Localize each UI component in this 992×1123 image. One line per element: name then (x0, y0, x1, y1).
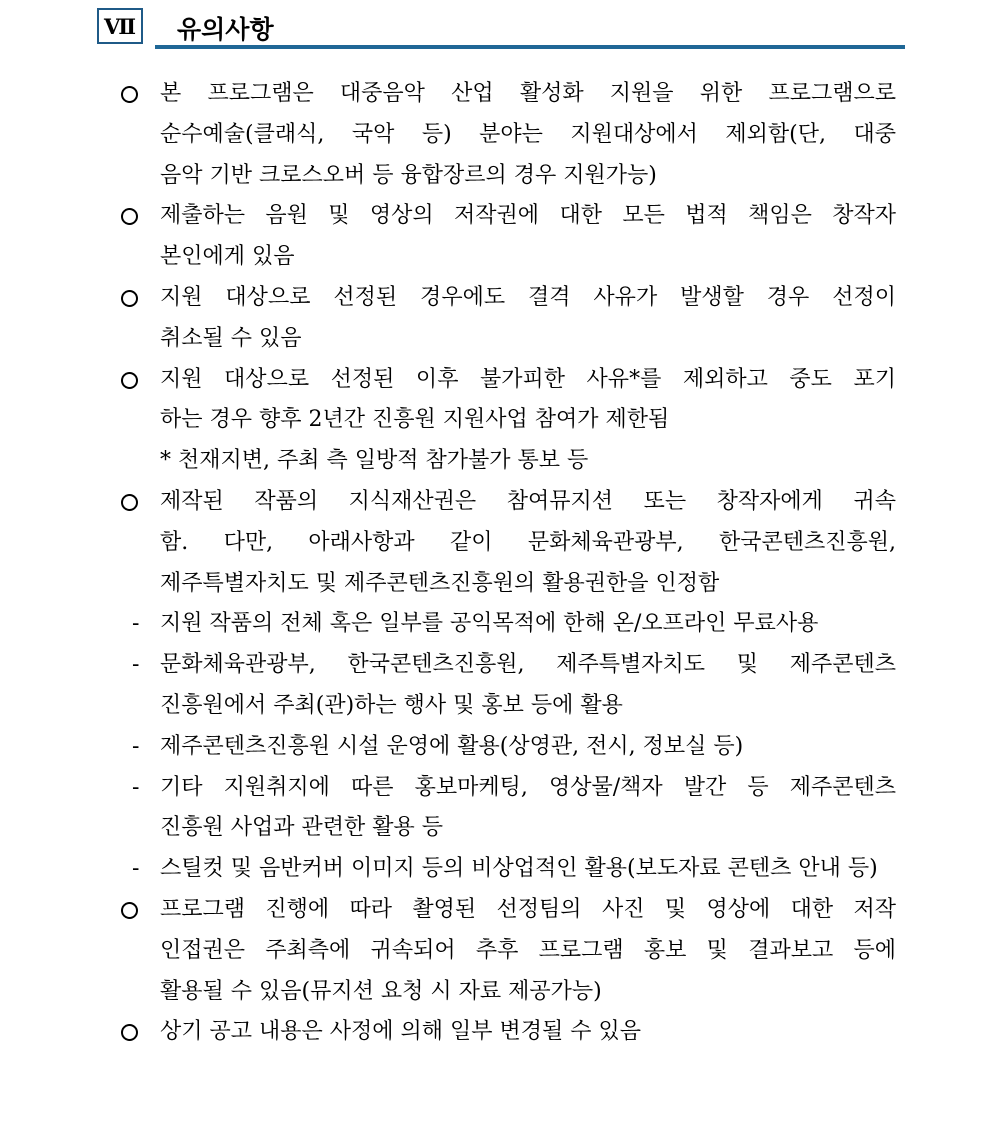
dash-marker: - (132, 611, 140, 637)
line-text: 제작된 작품의 지식재산권은 참여뮤지션 또는 창작자에게 귀속 (160, 488, 896, 514)
line-text: 지원 대상으로 선정된 경우에도 결격 사유가 발생할 경우 선정이 (160, 284, 896, 310)
circle-bullet-icon (121, 208, 138, 225)
line-text: 스틸컷 및 음반커버 이미지 등의 비상업적인 활용(보도자료 콘텐츠 안내 등) (160, 856, 878, 882)
line-text: 하는 경우 향후 2년간 진흥원 지원사업 참여가 제한됨 (160, 407, 670, 433)
section-number: Ⅶ (103, 13, 137, 39)
line-text: 제주콘텐츠진흥원 시설 운영에 활용(상영관, 전시, 정보실 등) (160, 733, 744, 759)
sub-item (0, 849, 992, 890)
dash-marker: - (132, 774, 140, 800)
notice-item (0, 1012, 992, 1053)
line-text: 진흥원 사업과 관련한 활용 등 (160, 815, 443, 841)
sub-item (0, 727, 992, 768)
text-line (0, 849, 992, 890)
circle-bullet-icon (121, 1024, 138, 1041)
text-line (0, 156, 992, 197)
line-text: 제주특별자치도 및 제주콘텐츠진흥원의 활용권한을 인정함 (160, 570, 720, 596)
line-text: 진흥원에서 주최(관)하는 행사 및 홍보 등에 활용 (160, 692, 623, 718)
line-text: 음악 기반 크로스오버 등 융합장르의 경우 지원가능) (160, 162, 657, 188)
sub-item (0, 768, 992, 850)
circle-bullet-icon (121, 290, 138, 307)
footnote-text: * 천재지변, 주최 측 일방적 참가불가 통보 등 (160, 448, 589, 474)
notice-item (0, 482, 992, 604)
line-text: 취소될 수 있음 (160, 325, 302, 351)
notice-list (0, 74, 992, 1053)
text-line (0, 115, 992, 156)
text-line (0, 808, 992, 849)
line-text: 프로그램 진행에 따라 촬영된 선정팀의 사진 및 영상에 대한 저작 (160, 896, 896, 922)
line-text: 지원 작품의 전체 혹은 일부를 공익목적에 한해 온/오프라인 무료사용 (160, 611, 819, 637)
circle-bullet-icon (121, 86, 138, 103)
sub-item (0, 645, 992, 727)
line-text: 본 프로그램은 대중음악 산업 활성화 지원을 위한 프로그램으로 (160, 81, 896, 106)
text-line (0, 604, 992, 645)
text-line (0, 237, 992, 278)
text-line (0, 1012, 992, 1053)
text-line (0, 890, 992, 931)
sub-item (0, 604, 992, 645)
circle-bullet-icon (121, 372, 138, 389)
text-line (0, 564, 992, 605)
text-line (0, 196, 992, 237)
line-text: 활용될 수 있음(뮤지션 요청 시 자료 제공가능) (160, 978, 602, 1004)
text-line (0, 768, 992, 809)
line-text: 기타 지원취지에 따른 홍보마케팅, 영상물/책자 발간 등 제주콘텐츠 (160, 774, 896, 800)
circle-bullet-icon (121, 494, 138, 511)
text-line (0, 360, 992, 401)
text-line (0, 523, 992, 564)
line-text: 문화체육관광부, 한국콘텐츠진흥원, 제주특별자치도 및 제주콘텐츠 (160, 652, 896, 678)
notice-item (0, 360, 992, 482)
section-number-box (97, 8, 143, 44)
line-text: 함. 다만, 아래사항과 같이 문화체육관광부, 한국콘텐츠진흥원, (160, 529, 896, 555)
text-line (0, 74, 992, 115)
line-text: 지원 대상으로 선정된 이후 불가피한 사유*를 제외하고 중도 포기 (160, 366, 896, 392)
notice-item (0, 890, 992, 1012)
circle-bullet-icon (121, 902, 138, 919)
line-text: 인접권은 주최측에 귀속되어 추후 프로그램 홍보 및 결과보고 등에 (160, 937, 896, 963)
line-text: 제출하는 음원 및 영상의 저작권에 대한 모든 법적 책임은 창작자 (160, 203, 896, 229)
text-line (0, 319, 992, 360)
text-line (0, 931, 992, 972)
notice-item (0, 196, 992, 278)
section-title: 유의사항 (177, 15, 274, 44)
header-rule (155, 45, 905, 49)
notice-item (0, 74, 992, 196)
notice-item (0, 278, 992, 360)
text-line (0, 482, 992, 523)
text-line (0, 727, 992, 768)
footnote-line (0, 441, 992, 482)
section-header (97, 8, 905, 50)
dash-marker: - (132, 733, 140, 759)
text-line (0, 686, 992, 727)
line-text: 상기 공고 내용은 사정에 의해 일부 변경될 수 있음 (160, 1019, 641, 1045)
dash-marker: - (132, 856, 140, 882)
text-line (0, 645, 992, 686)
dash-marker: - (132, 652, 140, 678)
line-text: 본인에게 있음 (160, 244, 295, 270)
text-line (0, 278, 992, 319)
line-text: 순수예술(클래식, 국악 등) 분야는 지원대상에서 제외함(단, 대중 (160, 121, 896, 147)
text-line (0, 972, 992, 1013)
text-line (0, 400, 992, 441)
